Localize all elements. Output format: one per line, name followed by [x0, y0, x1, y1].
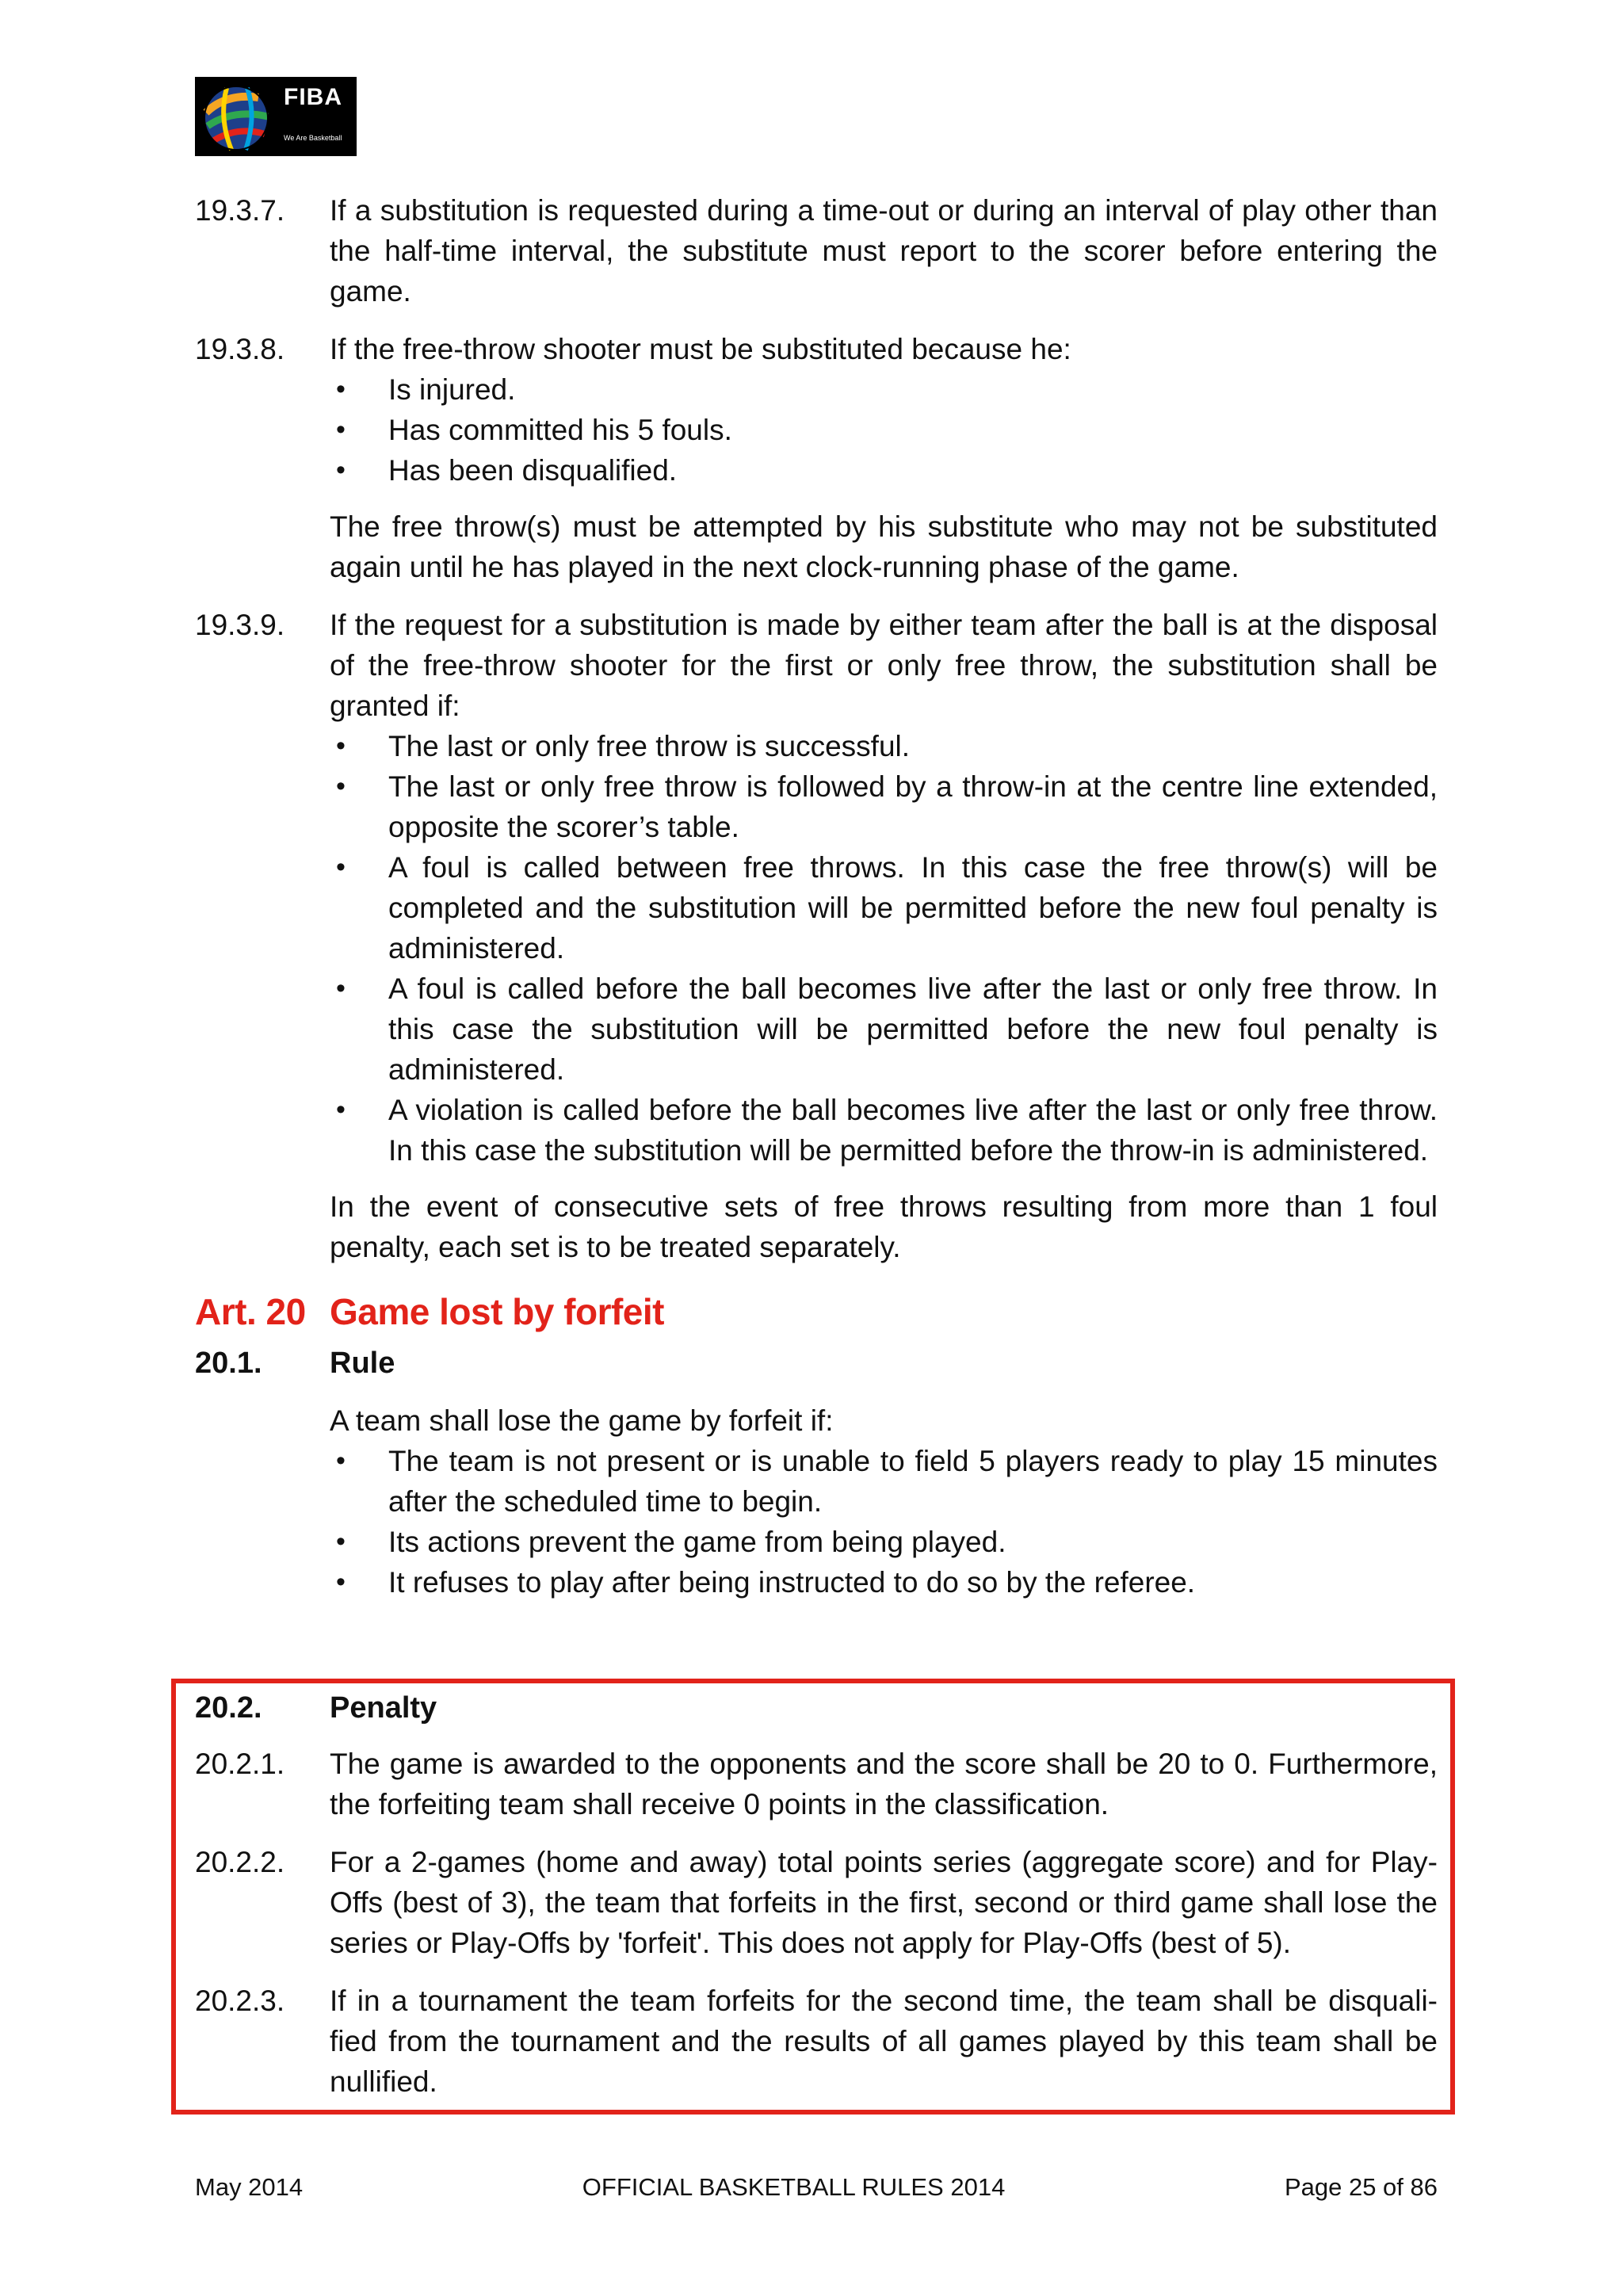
bullet-list — [330, 726, 1438, 1171]
clause-text: If in a tournament the team forfeits for the second time, the team shall be disquali-fied from the tournament and the results of all games played by this team shall be nullified. — [330, 1985, 1438, 2098]
list-item: • Its actions prevent the game from being played. — [330, 1522, 1438, 1562]
list-item: • The last or only free throw is successful. — [330, 726, 1438, 766]
list-item: • The team is not present or is unable to field 5 players ready to play 15 minutes after the scheduled time to begin. — [330, 1441, 1438, 1522]
footer-date: May 2014 — [195, 2173, 304, 2201]
list-item: • A foul is called before the ball becomes live after the last or only free throw. In this case the substitution will be permitted before the new foul penalty is administered. — [330, 968, 1438, 1090]
bullet-list — [330, 369, 1438, 491]
logo-tagline: We Are Basketball — [284, 134, 342, 142]
clause-number: 19.3.7. — [195, 194, 285, 227]
basketball-globe-icon — [195, 77, 277, 156]
list-item: • The last or only free throw is followed by a throw-in at the centre line extended, opposite the scorer’s table. — [330, 766, 1438, 847]
clause-text: For a 2-games (home and away) total points series (aggregate score) and for Play-Offs (best of 3), the team that forfeits in the first, second or third game shall lose the series or Play-Offs by 'forfeit'. This does not apply for Play-Offs (best of 5). — [330, 1846, 1438, 1959]
clause-number: 19.3.9. — [195, 609, 285, 641]
clause-number: 20.2.3. — [195, 1985, 285, 2017]
clause-20-2-1 — [195, 1744, 1438, 1824]
bullet-list — [330, 1441, 1438, 1603]
main-content — [195, 190, 1438, 1603]
section-title: Rule — [330, 1347, 395, 1380]
article-title: Game lost by forfeit — [330, 1291, 664, 1332]
clause-outro: The free throw(s) must be attempted by his substitute who may not be substituted again until he has played in the next clock-running phase of the game. — [330, 510, 1438, 583]
clause-number: 19.3.8. — [195, 333, 285, 365]
clause-number: 20.2.2. — [195, 1846, 285, 1878]
clause-19-3-8 — [195, 329, 1438, 587]
page-footer — [195, 2173, 1438, 2202]
clause-20-2-3 — [195, 1981, 1438, 2102]
section-number: 20.2. — [195, 1691, 262, 1725]
penalty-section — [195, 1687, 1438, 2102]
list-item: • A foul is called between free throws. In this case the free throw(s) will be completed and the substitution will be permitted before the new foul penalty is administered. — [330, 847, 1438, 968]
section-heading-20-1 — [195, 1342, 1438, 1385]
footer-page-number: Page 25 of 86 — [1284, 2173, 1438, 2201]
clause-outro: In the event of consecutive sets of free throws resulting from more than 1 foul penalty, each set is to be treated separately. — [330, 1190, 1438, 1263]
article-number: Art. 20 — [195, 1291, 306, 1332]
clause-text: If a substitution is requested during a time-out or during an interval of play other than the half-time interval, the substitute must report to the scorer before entering the game. — [330, 194, 1438, 308]
section-heading-20-2 — [195, 1687, 1438, 1729]
clause-20-1 — [195, 1400, 1438, 1603]
clause-intro: If the free-throw shooter must be substituted because he: — [330, 333, 1071, 365]
clause-20-2-2 — [195, 1842, 1438, 1963]
list-item: • Has committed his 5 fouls. — [330, 410, 1438, 450]
section-number: 20.1. — [195, 1347, 262, 1380]
logo-name: FIBA — [284, 84, 342, 110]
fiba-logo — [195, 77, 357, 156]
list-item: • Has been disqualified. — [330, 450, 1438, 491]
list-item: • A violation is called before the ball becomes live after the last or only free throw. In this case the substitution will be permitted before the throw-in is administered. — [330, 1090, 1438, 1171]
clause-number: 20.2.1. — [195, 1748, 285, 1780]
list-item: • Is injured. — [330, 369, 1438, 410]
clause-text: The game is awarded to the opponents and the score shall be 20 to 0. Furthermore, the forfeiting team shall receive 0 points in the classification. — [330, 1748, 1438, 1820]
clause-intro: A team shall lose the game by forfeit if: — [330, 1404, 834, 1437]
list-item: • It refuses to play after being instructed to do so by the referee. — [330, 1562, 1438, 1603]
clause-19-3-7 — [195, 190, 1438, 311]
clause-intro: If the request for a substitution is made by either team after the ball is at the disposal of the free-throw shooter for the first or only free throw, the substitution shall be granted if: — [330, 609, 1438, 722]
footer-title: OFFICIAL BASKETBALL RULES 2014 — [582, 2173, 1006, 2201]
clause-19-3-9 — [195, 605, 1438, 1267]
article-heading — [195, 1288, 1438, 1335]
section-title: Penalty — [330, 1691, 437, 1725]
